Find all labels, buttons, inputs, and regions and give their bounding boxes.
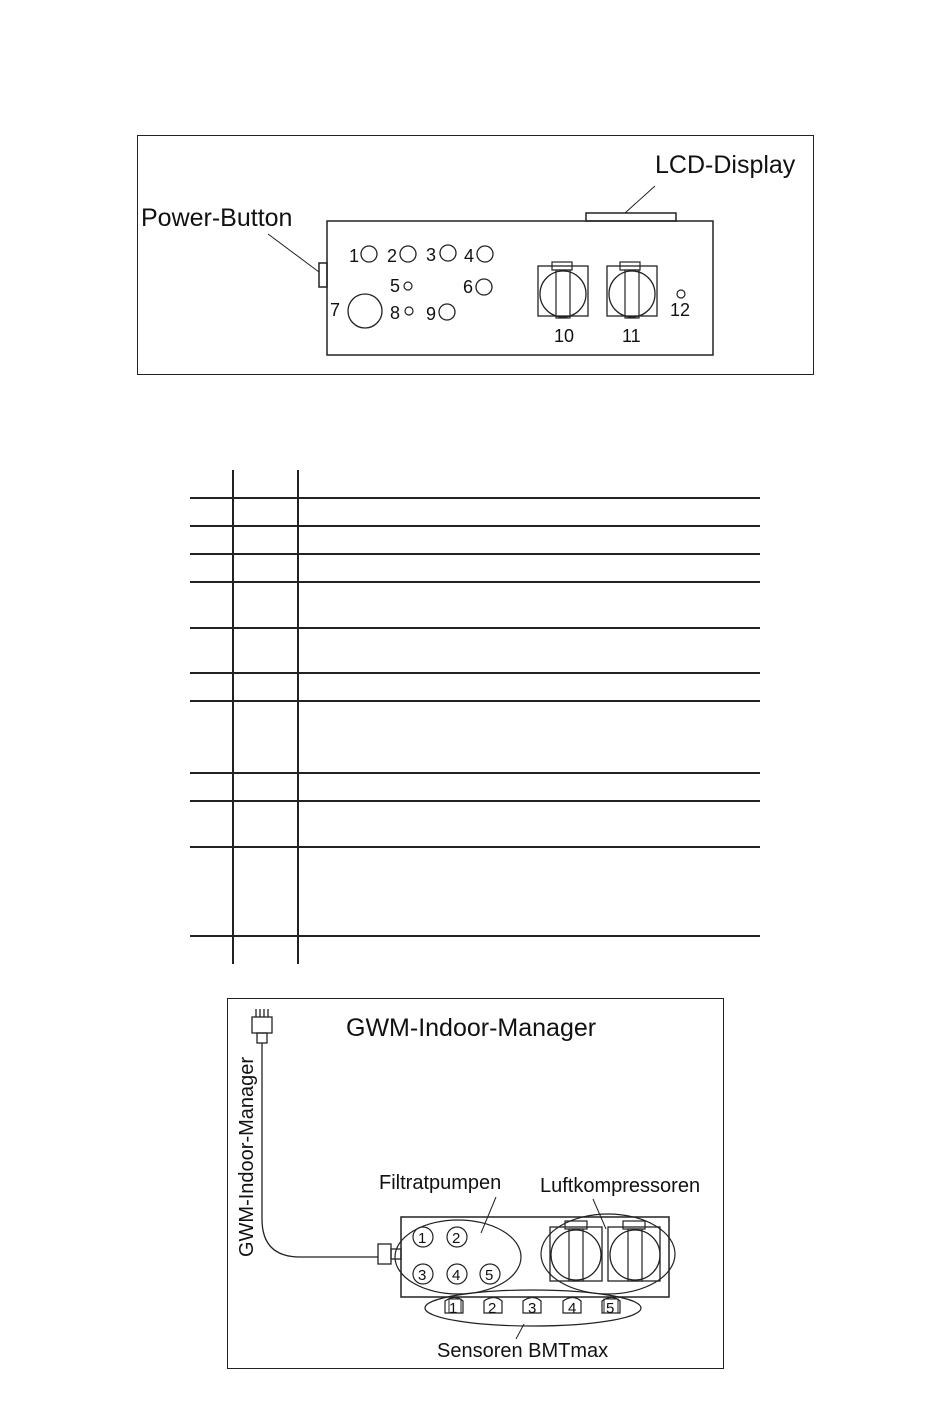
cable [262, 1043, 378, 1257]
socket-number-1: 1 [349, 246, 360, 266]
table-row-divider [190, 525, 760, 527]
power-button-leader [268, 234, 319, 272]
air-compressor-2 [608, 1221, 660, 1281]
table-row-divider [190, 627, 760, 629]
socket-number-9: 9 [426, 304, 437, 324]
front-panel-figure [137, 135, 814, 375]
sensor-number-5: 5 [606, 1300, 615, 1317]
table-row-divider [190, 700, 760, 702]
table-row-divider [190, 846, 760, 848]
table-row-divider [190, 581, 760, 583]
socket-3 [440, 245, 456, 261]
socket-number-8: 8 [390, 303, 401, 323]
sensor-number-1: 1 [449, 1300, 458, 1317]
connector-10 [538, 262, 588, 318]
filtrate-pumps-leader [481, 1197, 496, 1233]
socket-number-2: 2 [387, 246, 398, 266]
air-compressor-1 [550, 1221, 602, 1281]
table-column-divider [297, 470, 299, 964]
pump-number-5: 5 [485, 1267, 494, 1284]
table-row-divider [190, 772, 760, 774]
pump-number-3: 3 [418, 1267, 427, 1284]
device-connector [378, 1244, 391, 1264]
sensor-number-4: 4 [568, 1300, 577, 1317]
power-button [319, 263, 327, 287]
wiring-diagram-figure [227, 998, 724, 1369]
diagram-title: GWM-Indoor-Manager [346, 1014, 597, 1042]
front-panel-svg [138, 136, 815, 376]
socket-9 [439, 304, 455, 320]
socket-5 [404, 282, 412, 290]
power-button-label: Power-Button [141, 204, 293, 232]
device-body [327, 221, 713, 355]
socket-8 [405, 307, 413, 315]
socket-6 [476, 279, 492, 295]
filtrate-pumps-label: Filtratpumpen [379, 1172, 502, 1194]
air-compressors-label: Luftkompressoren [540, 1175, 701, 1197]
table-row-divider [190, 800, 760, 802]
plug-icon [252, 1009, 272, 1043]
sensor-number-3: 3 [528, 1300, 537, 1317]
sensors-label: Sensoren BMTmax [437, 1340, 609, 1362]
lcd-display-label: LCD-Display [655, 151, 796, 179]
cable-label: GWM-Indoor-Manager [236, 1056, 258, 1257]
socket-number-3: 3 [426, 245, 437, 265]
socket-number-6: 6 [463, 277, 474, 297]
lcd-display [586, 213, 676, 221]
led-number-12: 12 [670, 300, 691, 320]
wiring-diagram-svg [228, 999, 725, 1370]
table-column-divider [232, 470, 234, 964]
pump-number-4: 4 [452, 1267, 461, 1284]
pump-number-1: 1 [418, 1230, 427, 1247]
lcd-display-leader [625, 186, 655, 213]
led-12 [677, 290, 685, 298]
table-row-divider [190, 935, 760, 937]
legend-table [190, 470, 760, 964]
connector-11 [607, 262, 657, 318]
table-row-divider [190, 672, 760, 674]
socket-number-4: 4 [464, 246, 475, 266]
socket-number-5: 5 [390, 276, 401, 296]
pump-number-2: 2 [452, 1230, 461, 1247]
connector-number-11: 11 [622, 326, 641, 346]
socket-2 [400, 246, 416, 262]
sensor-number-2: 2 [488, 1300, 497, 1317]
table-row-divider [190, 497, 760, 499]
socket-1 [361, 246, 377, 262]
socket-4 [477, 246, 493, 262]
connector-number-10: 10 [554, 326, 575, 346]
socket-7 [348, 294, 382, 328]
socket-number-7: 7 [330, 300, 341, 320]
table-row-divider [190, 553, 760, 555]
